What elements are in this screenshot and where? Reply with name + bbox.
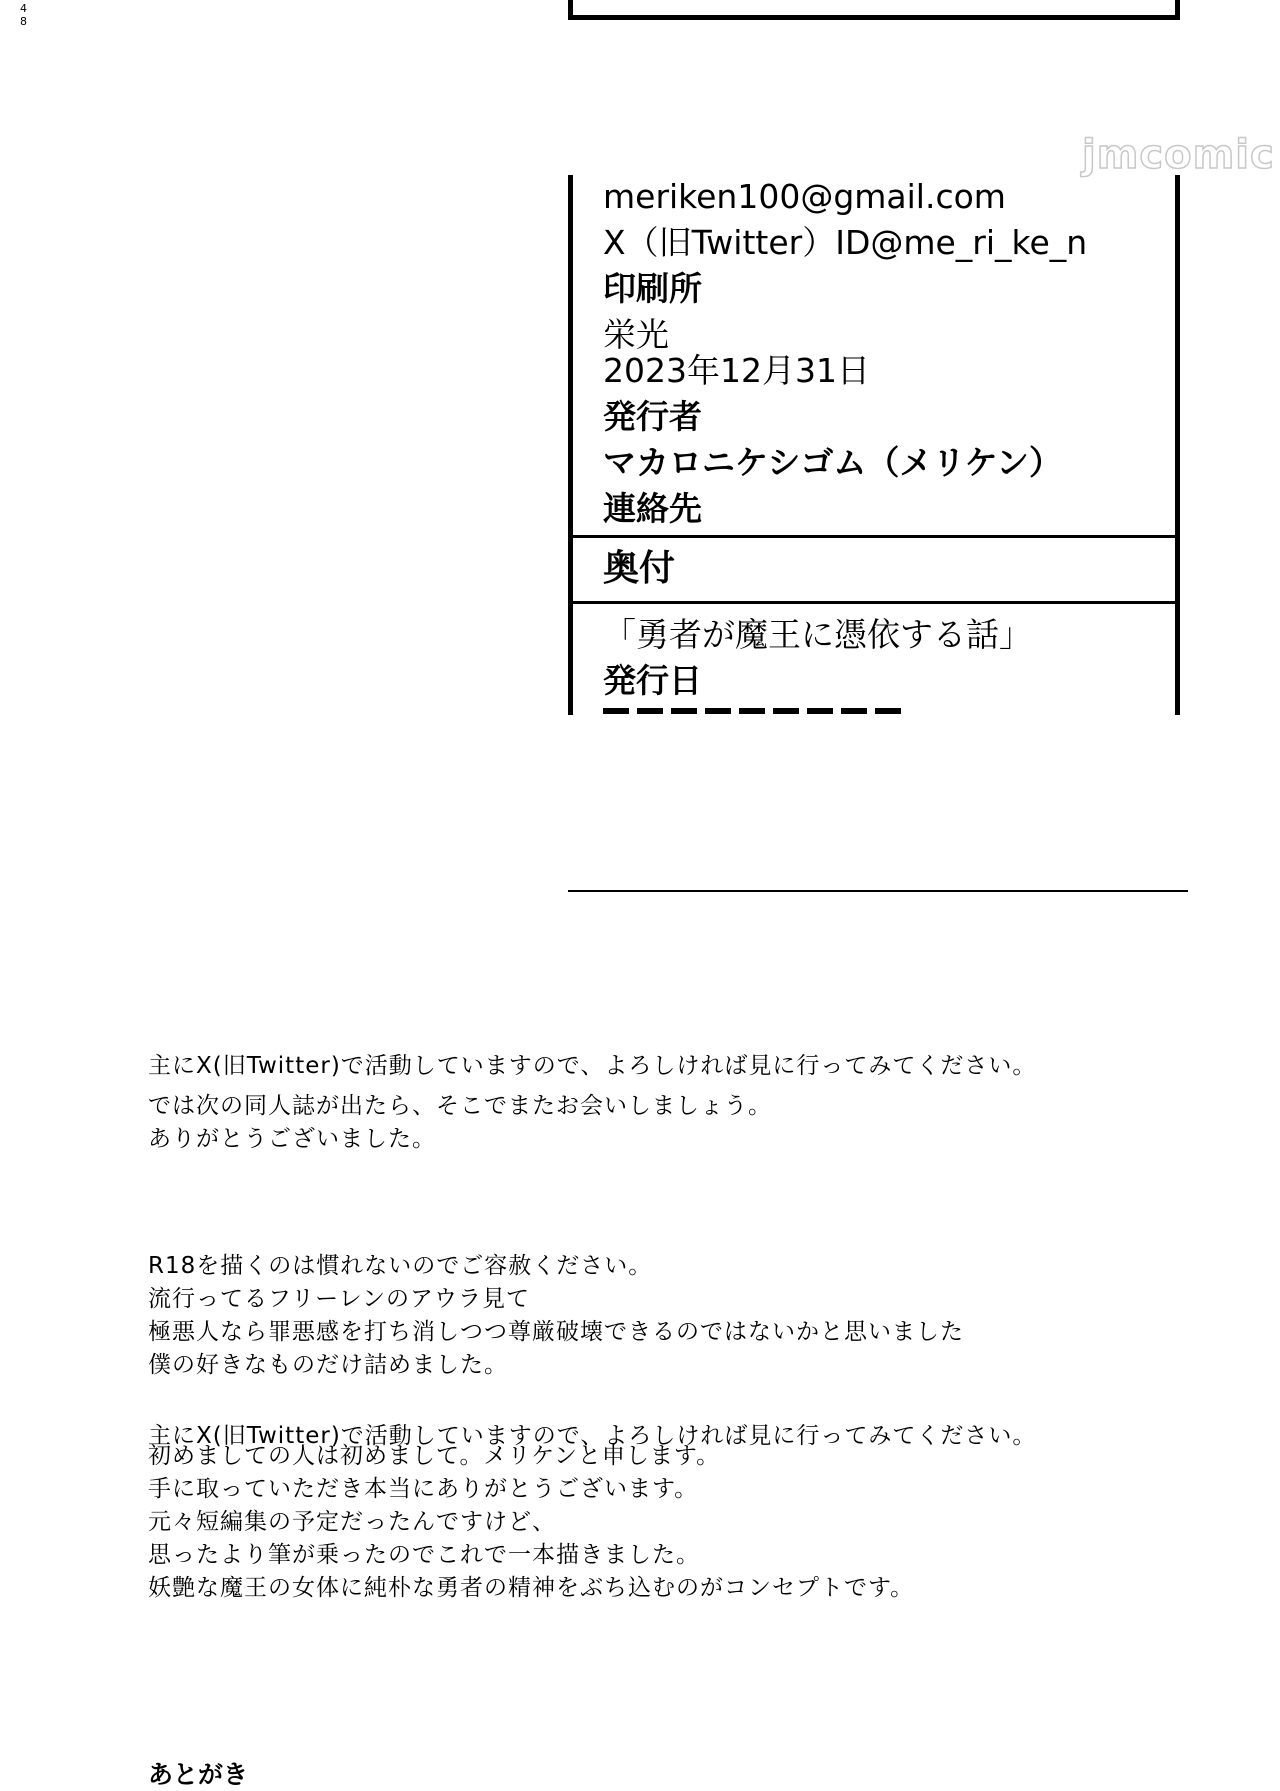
watermark: jmcomic	[1082, 132, 1275, 178]
colophon-bottom-rule	[568, 890, 1188, 892]
colophon-contact-label: 連絡先	[603, 489, 702, 528]
afterword-line: では次の同人誌が出たら、そこでまたお会いしましょう。	[148, 1093, 772, 1119]
colophon-issue-date-label: 発行日	[603, 661, 702, 700]
afterword-line: 僕の好きなものだけ詰めました。	[148, 1352, 508, 1378]
afterword-line: ありがとうございました。	[148, 1126, 436, 1152]
page-number	[20, 2, 30, 28]
afterword-line: R18を描くのは慣れないのでご容赦ください。	[148, 1253, 653, 1279]
afterword-heading: あとがき	[148, 1760, 249, 1789]
afterword-middle	[148, 1250, 1148, 1382]
page-number-digit: 4	[20, 2, 27, 15]
afterword-line: 思ったより筆が乗ったのでこれで一本描きました。	[148, 1542, 700, 1568]
colophon-date: 2023年12月31日	[603, 351, 870, 390]
afterword-fragment-top	[148, 1053, 1148, 1082]
colophon-printer: 栄光	[603, 315, 669, 354]
afterword-fragment-middle	[148, 1420, 1148, 1449]
page-number-digit: 8	[20, 15, 27, 28]
afterword-fragment-text: 主にX(旧Twitter)で活動していますので、よろしければ見に行ってみてください。	[148, 1423, 1037, 1449]
colophon-box	[568, 175, 1180, 715]
afterword-line: 初めましての人は初めまして。メリケンと申します。	[148, 1443, 721, 1469]
afterword-line: 流行ってるフリーレンのアウラ見て	[148, 1286, 531, 1312]
colophon-publisher-label: 発行者	[603, 397, 702, 436]
afterword-line: 元々短編集の予定だったんですけど、	[148, 1509, 556, 1535]
colophon-email: meriken100@gmail.com	[603, 177, 1006, 216]
afterword-fragment-text: 主にX(旧Twitter)で活動していますので、よろしければ見に行ってみてください。	[148, 1053, 1037, 1079]
afterword-line: 手に取っていただき本当にありがとうございます。	[148, 1476, 699, 1502]
afterword-line: 極悪人なら罪悪感を打ち消しつつ尊厳破壊できるのではないかと思いました	[148, 1319, 964, 1345]
afterword-intro	[148, 1440, 1148, 1605]
colophon-divider	[573, 535, 1175, 538]
afterword-line: 妖艶な魔王の女体に純朴な勇者の精神をぶち込むのがコンセプトです。	[148, 1575, 915, 1601]
colophon-cut-text	[603, 708, 903, 714]
colophon-printer-label: 印刷所	[603, 269, 702, 308]
colophon-twitter: X（旧Twitter）ID@me_ri_ke_n	[603, 223, 1088, 262]
colophon-book-title: 「勇者が魔王に憑依する話」	[603, 615, 1032, 654]
colophon-publisher: マカロニケシゴム（メリケン）	[603, 443, 1063, 482]
colophon-box-top-fragment	[568, 0, 1180, 20]
colophon-okuzuke-label: 奥付	[603, 548, 676, 589]
afterword-closing	[148, 1090, 1148, 1156]
colophon-divider	[573, 601, 1175, 604]
